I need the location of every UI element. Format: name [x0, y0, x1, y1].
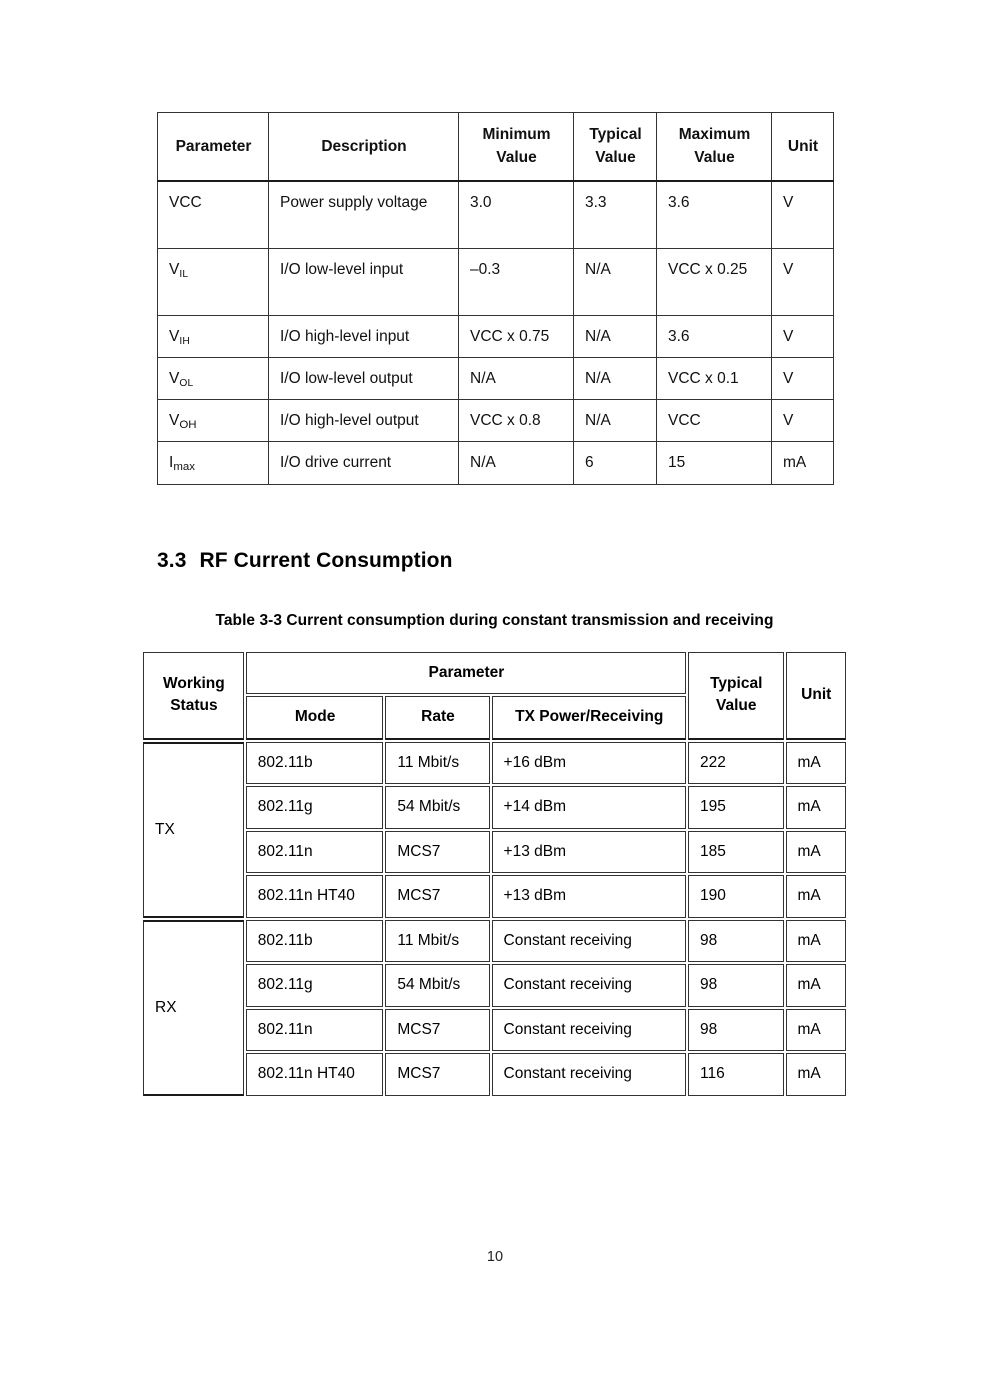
- column-header-typical-value: [574, 113, 657, 181]
- table-row: [143, 1009, 846, 1051]
- cell-mode: 802.11n: [246, 831, 384, 873]
- column-header-typical-line2: Value: [716, 697, 757, 715]
- cell-description: I/O low-level input: [269, 248, 459, 315]
- table-header-row: [158, 113, 834, 181]
- current-consumption-table: [141, 650, 848, 1098]
- cell-minimum: VCC x 0.8: [459, 400, 574, 442]
- column-header-minimum-line2: Value: [496, 149, 537, 167]
- cell-maximum: VCC x 0.1: [657, 357, 772, 399]
- cell-mode: 802.11g: [246, 964, 384, 1006]
- cell-rate: MCS7: [385, 831, 489, 873]
- cell-unit: V: [772, 357, 834, 399]
- cell-rate: 11 Mbit/s: [385, 920, 489, 962]
- cell-unit: mA: [786, 875, 847, 917]
- column-header-parameter-group: Parameter: [246, 652, 686, 694]
- cell-rate: 11 Mbit/s: [385, 742, 489, 784]
- page-number: 10: [486, 1249, 504, 1265]
- cell-typical: 3.3: [574, 181, 657, 249]
- cell-typical: 6: [574, 442, 657, 484]
- column-header-working-status-line1: Working: [163, 675, 225, 692]
- table-row: [143, 1053, 846, 1095]
- column-header-maximum-value: [657, 113, 772, 181]
- column-header-parameter: Parameter: [158, 113, 269, 181]
- cell-mode: 802.11b: [246, 920, 384, 962]
- cell-maximum: 3.6: [657, 315, 772, 357]
- cell-tx-power: Constant receiving: [492, 1009, 686, 1051]
- cell-working-status-rx: RX: [143, 920, 244, 1096]
- cell-parameter-base: V: [169, 327, 180, 345]
- cell-unit: V: [772, 400, 834, 442]
- cell-parameter-base: V: [169, 260, 180, 278]
- cell-mode: 802.11g: [246, 786, 384, 828]
- cell-typical-value: 116: [688, 1053, 784, 1095]
- column-header-minimum-line1: Minimum: [482, 126, 551, 143]
- cell-unit: mA: [786, 1009, 847, 1051]
- cell-typical-value: 98: [688, 1009, 784, 1051]
- cell-parameter: [158, 357, 269, 399]
- cell-rate: MCS7: [385, 1009, 489, 1051]
- cell-parameter-base: V: [169, 412, 180, 429]
- cell-maximum: 15: [657, 442, 772, 484]
- cell-unit: mA: [786, 786, 847, 828]
- cell-parameter: [158, 400, 269, 442]
- cell-tx-power: Constant receiving: [492, 1053, 686, 1095]
- section-number: 3.3: [157, 549, 187, 572]
- cell-mode: 802.11n: [246, 1009, 384, 1051]
- cell-description: I/O low-level output: [269, 357, 459, 399]
- cell-tx-power: +13 dBm: [492, 875, 686, 917]
- table-row: [158, 357, 834, 399]
- table-row: [158, 248, 834, 315]
- section-heading: [157, 549, 453, 573]
- cell-rate: MCS7: [385, 875, 489, 917]
- column-header-working-status-line2: Status: [170, 697, 218, 715]
- cell-minimum: 3.0: [459, 181, 574, 249]
- cell-parameter-subscript: OH: [179, 419, 197, 432]
- cell-mode: 802.11n HT40: [246, 875, 384, 917]
- cell-description: I/O high-level output: [269, 400, 459, 442]
- cell-parameter-subscript: OL: [179, 377, 194, 389]
- column-header-unit: Unit: [786, 652, 847, 740]
- cell-parameter-subscript: IH: [179, 335, 190, 347]
- cell-typical-value: 222: [688, 742, 784, 784]
- cell-typical: N/A: [574, 315, 657, 357]
- table-row: [143, 875, 846, 917]
- cell-minimum: VCC x 0.75: [459, 315, 574, 357]
- cell-tx-power: +16 dBm: [492, 742, 686, 784]
- cell-typical: N/A: [574, 248, 657, 315]
- cell-maximum: 3.6: [657, 181, 772, 249]
- cell-unit: mA: [786, 964, 847, 1006]
- table-row: [158, 400, 834, 442]
- cell-rate: MCS7: [385, 1053, 489, 1095]
- column-header-maximum-line2: Value: [694, 149, 735, 167]
- cell-unit: mA: [786, 920, 847, 962]
- table-row: [158, 315, 834, 357]
- cell-minimum: N/A: [459, 442, 574, 484]
- table-row: [143, 742, 846, 784]
- cell-parameter-subscript: max: [173, 461, 195, 474]
- cell-parameter: [158, 315, 269, 357]
- cell-unit: V: [772, 248, 834, 315]
- table-row: [143, 964, 846, 1006]
- cell-typical: N/A: [574, 400, 657, 442]
- cell-tx-power: Constant receiving: [492, 964, 686, 1006]
- cell-unit: V: [772, 315, 834, 357]
- table-row: [158, 442, 834, 484]
- column-header-unit: Unit: [772, 113, 834, 181]
- cell-mode: 802.11b: [246, 742, 384, 784]
- cell-parameter: [158, 248, 269, 315]
- table-row: [143, 786, 846, 828]
- cell-unit: V: [772, 181, 834, 249]
- section-title: RF Current Consumption: [199, 549, 453, 572]
- column-header-typical-value: [688, 652, 784, 740]
- table-row: [143, 831, 846, 873]
- column-header-minimum-value: [459, 113, 574, 181]
- cell-unit: mA: [772, 442, 834, 484]
- cell-typical: N/A: [574, 357, 657, 399]
- cell-tx-power: +13 dBm: [492, 831, 686, 873]
- cell-minimum: N/A: [459, 357, 574, 399]
- column-header-working-status: [143, 652, 244, 740]
- cell-mode: 802.11n HT40: [246, 1053, 384, 1095]
- table-row: [158, 181, 834, 249]
- column-header-rate: Rate: [385, 696, 489, 739]
- column-header-typical-line1: Typical: [710, 675, 763, 692]
- electrical-characteristics-table: [157, 112, 834, 485]
- cell-description: I/O drive current: [269, 442, 459, 484]
- cell-typical-value: 98: [688, 920, 784, 962]
- cell-minimum: –0.3: [459, 248, 574, 315]
- cell-parameter: VCC: [158, 181, 269, 249]
- cell-description: I/O high-level input: [269, 315, 459, 357]
- column-header-typical-line1: Typical: [589, 126, 642, 143]
- cell-parameter-base: I: [169, 454, 174, 472]
- column-header-typical-line2: Value: [595, 149, 636, 167]
- cell-parameter-subscript: IL: [179, 268, 189, 280]
- cell-working-status-tx: TX: [143, 742, 244, 918]
- cell-parameter-base: V: [169, 369, 180, 387]
- cell-unit: mA: [786, 742, 847, 784]
- table-caption: Table 3-3 Current consumption during constant transmission and receiving: [215, 612, 774, 629]
- column-header-tx-power-receiving: TX Power/Receiving: [492, 696, 686, 739]
- column-header-description: Description: [269, 113, 459, 181]
- table-row: [143, 920, 846, 962]
- column-header-maximum-line1: Maximum: [678, 126, 751, 143]
- cell-unit: mA: [786, 831, 847, 873]
- cell-parameter: [158, 442, 269, 484]
- column-header-mode: Mode: [246, 696, 384, 739]
- cell-maximum: VCC x 0.25: [657, 248, 772, 315]
- cell-description: Power supply voltage: [269, 181, 459, 249]
- cell-tx-power: +14 dBm: [492, 786, 686, 828]
- cell-maximum: VCC: [657, 400, 772, 442]
- table-header-row-top: [143, 652, 846, 694]
- cell-rate: 54 Mbit/s: [385, 964, 489, 1006]
- cell-typical-value: 190: [688, 875, 784, 917]
- cell-typical-value: 98: [688, 964, 784, 1006]
- cell-typical-value: 185: [688, 831, 784, 873]
- cell-tx-power: Constant receiving: [492, 920, 686, 962]
- cell-rate: 54 Mbit/s: [385, 786, 489, 828]
- cell-typical-value: 195: [688, 786, 784, 828]
- cell-unit: mA: [786, 1053, 847, 1095]
